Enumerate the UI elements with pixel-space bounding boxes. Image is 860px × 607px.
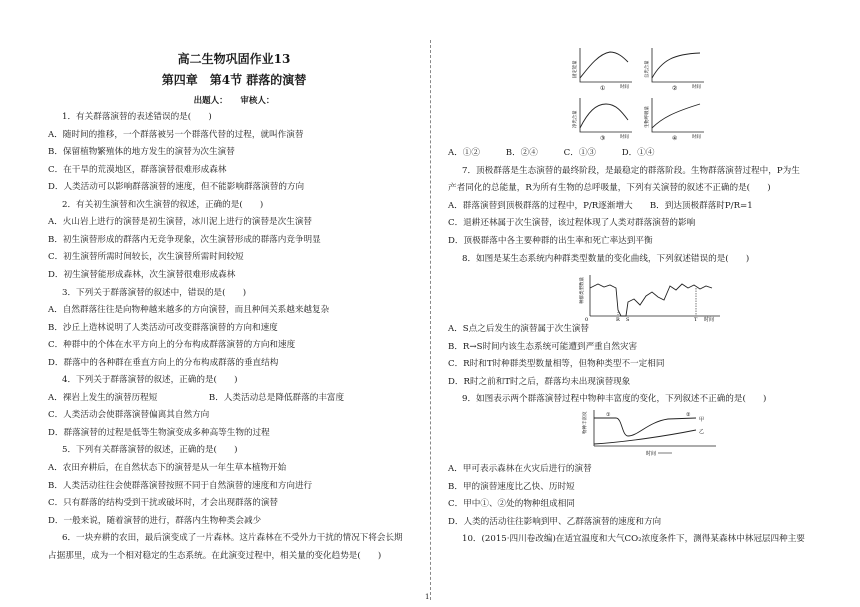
question-line: 8．如图是某生态系统内种群类型数量的变化曲线，下列叙述错误的是( ) [462,253,750,264]
fig6-ylabel: 净光合量 [573,110,578,128]
fig8-tick-0: 0 [585,317,589,322]
question-line: A．S点之后发生的演替属于次生演替 [448,324,590,334]
question-line: 3．下列关于群落演替的叙述中，错误的是( ) [62,287,247,298]
question-line: D．R时之前和T时之后，群落均未出现演替现象 [448,376,631,387]
page-number: 1 [425,593,430,601]
question-line: D．人类活动可以影响群落演替的速度，但不能影响群落演替的方向 [48,182,305,193]
figure-q8 [574,272,724,322]
fig9-mark-1: ① [606,412,611,418]
question-line: A．甲可表示森林在火灾后进行的演替 [448,464,592,474]
fig6-number: ④ [672,135,678,142]
question-line: A．随时间的推移，一个群落被另一个群落代替的过程，就叫作演替 [48,129,304,140]
question-line: C．初生演替所需时间较长，次生演替所需时间较短 [48,252,244,263]
question-line: C．只有群落的结构受到干扰或破坏时，才会出现群落的演替 [48,498,279,509]
fig6-xlabel: 时间 [620,85,629,90]
question-line: 产者同化的总能量，R为所有生物的总呼吸量，下列有关演替的叙述不正确的是( ) [448,183,771,194]
fig6-panel [643,98,704,142]
fig6-number: ② [672,85,678,92]
fig6-xlabel: 时间 [692,85,701,90]
chapter-title: 第四章 第4节 群落的演替 [161,73,307,87]
question-line: 2．有关初生演替和次生演替的叙述，正确的是( ) [62,199,264,210]
page-title: 高二生物巩固作业13 [177,52,291,66]
question-line: A．群落演替到顶极群落的过程中，P/R逐渐增大 B．到达顶极群落时P/R=1 [448,200,753,211]
fig9-series-jia: 甲 [699,417,705,423]
fig8-tick-r: R [616,317,620,322]
question-line: A．农田弃耕后，在自然状态下的演替是从一年生草本植物开始 [48,463,287,473]
figure-q8-graph [574,272,724,322]
question-line: D．人类的活动往往影响到甲、乙群落演替的速度和方向 [448,516,662,527]
question-line: C．甲中①、②处的物种组成相同 [448,499,575,510]
fig9-ylabel: 物种丰富度 [583,411,588,434]
right-column [448,0,830,600]
figure-q6-graphs [566,44,726,148]
question-line: B．初生演替形成的群落内无竞争现象，次生演替形成的群落内竞争明显 [48,234,321,245]
question-line: C．退耕还林属于次生演替，该过程体现了人类对群落演替的影响 [448,218,696,229]
fig6-curve [652,104,700,128]
question-line: C．在干旱的荒漠地区，群落演替很难形成森林 [48,164,227,175]
fig8-tick-s: S [626,317,630,322]
question-line: D．群落演替的过程是低等生物演变成多种高等生物的过程 [48,427,270,438]
question-line: C．R时和T时种群类型数量相等，但物种类型不一定相同 [448,359,665,370]
question-line: A．火山岩上进行的演替是初生演替，冰川泥上进行的演替是次生演替 [48,217,313,228]
fig9-xlabel: 时间 [646,451,657,457]
left-column [48,0,420,600]
fig8-xlabel: 时间 [704,317,715,322]
fig6-number: ① [600,85,606,92]
question-line: 4．下列关于群落演替的叙述，正确的是( ) [62,375,238,386]
column-divider [430,40,431,600]
question-line: C．种群中的个体在水平方向上的分布构成群落演替的方向和速度 [48,340,296,351]
question-line: 10．(2015·四川卷改编)在适宜温度和大气CO₂浓度条件下，测得某森林中林冠层四种主要 [462,534,805,545]
authors: 出题人： 审核人： [193,96,275,106]
fig8-ylabel: 种群类型数量 [580,277,585,304]
question-line: 占据那里，成为一个相对稳定的生态系统。在此演变过程中，相关量的变化趋势是( ) [48,550,382,561]
question-line: D．群落中的各种群在垂直方向上的分布构成群落的垂直结构 [48,357,279,368]
figure-q9-graph [576,406,726,458]
fig6-curve [580,52,628,78]
fig6-curve [580,104,628,128]
fig6-panel [643,48,704,92]
question-line: B．保留植物繁殖体的地方发生的演替为次生演替 [48,147,235,158]
question-line: 7．顶极群落是生态演替的最终阶段，是最稳定的群落阶段。生物群落演替过程中，P为生 [462,165,800,176]
fig6-curve [652,53,700,78]
fig6-panel [571,98,632,142]
fig6-ylabel: 总光合量 [645,60,650,78]
question-line: D．初生演替能形成森林，次生演替很难形成森林 [48,269,236,280]
question-line: D．一般来说，随着演替的进行，群落内生物种类会减少 [48,515,262,526]
question-line: B．沙丘上造林说明了人类活动可改变群落演替的方向和速度 [48,322,278,333]
fig6-panel [571,48,632,92]
question-line: A．自然群落往往是向物种越来越多的方向演替，而且种间关系越来越复杂 [48,305,330,316]
figure-q6 [566,44,726,148]
figure-q9 [576,406,726,458]
fig8-tick-t: T [694,317,698,322]
question-line: 5．下列有关群落演替的叙述，正确的是( ) [62,445,238,456]
fig9-mark-2: ② [686,412,691,418]
question-line: B．甲的演替速度比乙快、历时短 [448,481,575,492]
question-line: 1．有关群落演替的表述错误的是( ) [62,112,212,122]
question-line: B．人类活动往往会使群落演替按照不同于自然演替的速度和方向进行 [48,480,313,491]
fig6-ylabel: 固定能量 [573,60,578,78]
fig6-xlabel: 时间 [620,135,629,140]
question-line: C．人类活动会使群落演替偏离其自然方向 [48,410,210,421]
fig9-series-yi: 乙 [699,429,705,435]
question-line: D．顶极群落中各主要种群的出生率和死亡率达到平衡 [448,236,653,246]
question-line: 9．如图表示两个群落演替过程中物种丰富度的变化，下列叙述不正确的是( ) [462,394,767,405]
fig6-xlabel: 时间 [692,135,701,140]
question-line: 6．一块弃耕的农田，最后演变成了一片森林。这片森林在不受外力干扰的情况下将会长期 [62,533,403,544]
fig6-ylabel: 生物呼吸量 [645,106,650,128]
fig6-number: ③ [600,135,606,142]
question-line: B．R→S时间内该生态系统可能遭到严重自然灾害 [448,341,638,352]
question-line: A．裸岩上发生的演替历程短 B．人类活动总是降低群落的丰富度 [48,392,345,403]
question-line: A．①② B．②④ C．①③ D．①④ [448,148,655,158]
